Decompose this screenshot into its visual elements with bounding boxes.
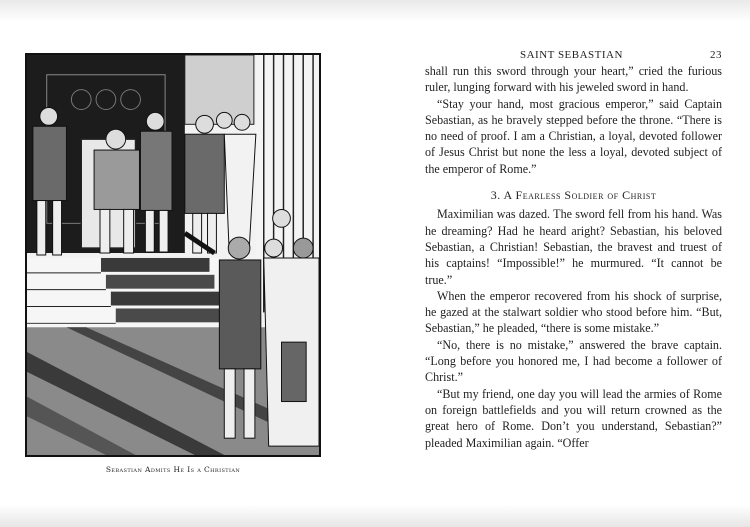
paragraph: Maximilian was dazed. The sword fell from his hand. Was he dreaming? Had he heard aright? Sebastian, his beloved Sebastian, a Christian! Sebastian, the bravest and truest of his captains! “Impossible!” he murmured. “It cannot be true.”: [425, 207, 722, 287]
paragraph: “But my friend, one day you will lead the armies of Rome on foreign battlefields and you will return crowned as the great hero of Rome. Don’t you understand, Sebastian?” pleaded Maximilian again. “Offer: [425, 386, 722, 450]
page-number: 23: [710, 49, 722, 61]
running-head-title: SAINT SEBASTIAN: [520, 49, 623, 61]
running-head: [425, 45, 722, 63]
paragraph: “No, there is no mistake,” answered the brave captain. “Long before you honored me, I had become a follower of Christ.”: [425, 337, 722, 385]
paragraph: shall run this sword through your heart,” cried the furious ruler, lunging forward with his jeweled sword in hand.: [425, 64, 722, 95]
illustration-caption: Sebastian Admits He Is a Christian: [105, 465, 241, 474]
throne-steps: [27, 258, 224, 327]
right-page: [425, 45, 722, 451]
section-heading: 3. A Fearless Soldier of Christ: [490, 188, 657, 203]
illustration-plate: [25, 53, 321, 457]
paragraph: When the emperor recovered from his shock of surprise, he gazed at the stalwart soldier who stood before him. “But, Sebastian,” he pleaded, “there is some mistake.”: [425, 288, 722, 336]
guard-right: [185, 112, 256, 253]
throne-room-illustration: [27, 55, 319, 455]
paragraph: “Stay your hand, most gracious emperor,” said Captain Sebastian, as he bravely stepped before the throne. “There is no need of proof. I am a Christian, a loyal, devoted follower of Jesus Christ but none the less a loyal, devoted subject of the emperor of Rome.”: [425, 96, 722, 176]
